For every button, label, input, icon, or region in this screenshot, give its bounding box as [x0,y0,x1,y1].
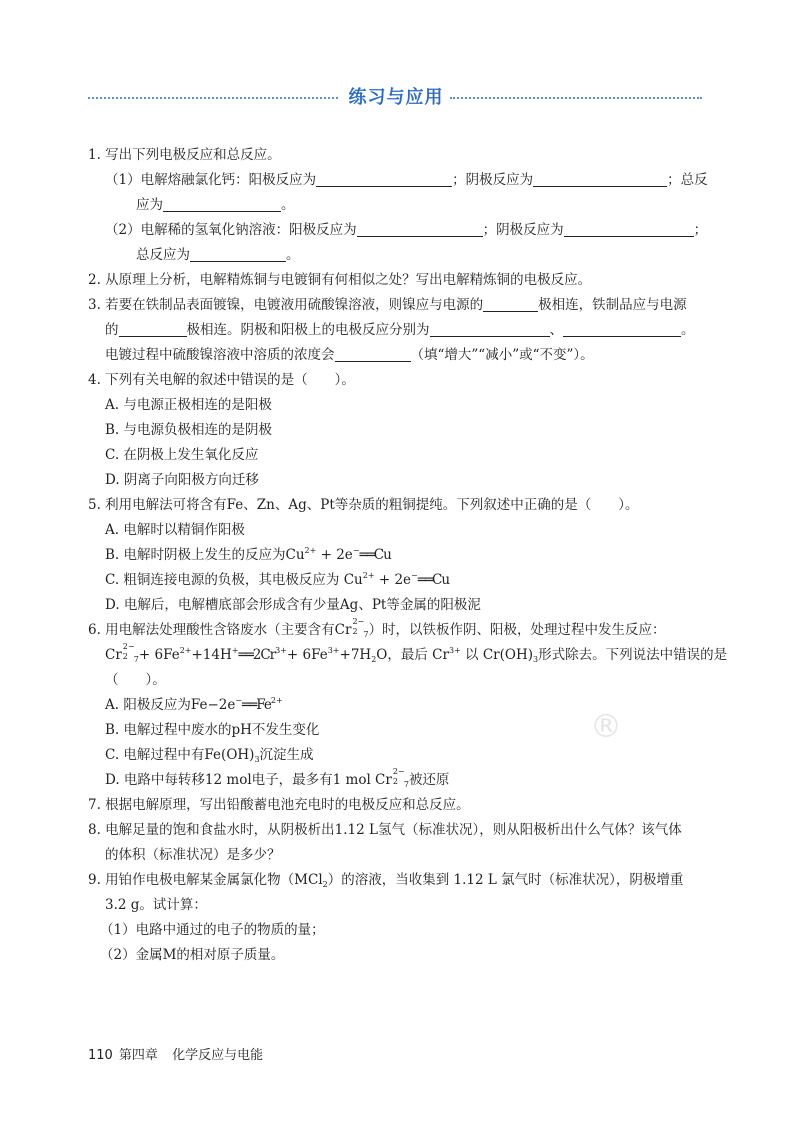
chapter-title: 化学反应与电能 [172,1048,264,1063]
question-9-part-1: （1）电路中通过的电子的物质的量； [100,922,325,938]
exercise-list [88,143,728,968]
question-9-line-1: 9. 用铂作电极电解某金属氯化物（MCl$_2$）的溶液，当收集到 1.12 L 氯气时（标准状况），阴极增重 [88,872,684,889]
question-5-option-a[interactable]: A. 电解时以精铜作阳极 [105,522,245,538]
question-1-part-2-cont: 总反应为 。 [136,247,300,263]
question-3-line-2: 的 极相连。阴极和阳极上的电极反应分别为 、 。 [105,322,695,338]
question-1-part-1: （1）电解熔融氯化钙：阳极反应为 ；阴极反应为 ；总反 [105,172,708,188]
question-6-option-b[interactable]: B. 电解过程中废水的pH不发生变化 [105,722,320,738]
question-4-stem: 4. 下列有关电解的叙述中错误的是（ ）。 [88,372,355,388]
section-header [88,86,702,110]
header-dotted-line-left [88,97,338,99]
registered-watermark: ® [590,707,622,745]
question-1-part-1-cont: 应为 。 [136,197,295,213]
page-number: 110 [88,1048,113,1063]
question-4-option-d[interactable]: D. 阴离子向阳极方向迁移 [105,472,259,488]
question-1-part-2: （2）电解稀的氢氧化钠溶液：阳极反应为 ；阴极反应为 ； [105,222,708,238]
question-2-stem: 2. 从原理上分析，电解精炼铜与电镀铜有何相似之处？写出电解精炼铜的电极反应。 [88,272,592,288]
question-3-line-1: 3. 若要在铁制品表面镀镍，电镀液用硫酸镍溶液，则镍应与电源的 极相连，铁制品应与电源 [88,297,687,313]
section-title: 练习与应用 [348,87,444,108]
answer-blank[interactable] [163,195,281,212]
answer-blank[interactable] [316,170,452,187]
question-9-part-2: （2）金属M的相对原子质量。 [100,947,285,963]
answer-blank[interactable] [190,245,286,262]
page-footer [88,1044,269,1063]
answer-blank[interactable] [483,295,538,312]
question-5-option-c[interactable]: C. 粗铜连接电源的负极，其电极反应为 $Cu^{2+}$ + 2e−══Cu [105,571,450,588]
question-5-stem: 5. 利用电解法可将含有Fe、Zn、Ag、Pt等杂质的粗铜提纯。下列叙述中正确的是（ ）。 [88,497,639,513]
header-dotted-line-right [450,97,702,99]
question-5-option-b[interactable]: B. 电解时阴极上发生的反应为$Cu^{2+}$ + 2e−══Cu [105,546,391,563]
question-6-line-2: Cr 2− 2 $_7+ 6Fe^{2+}+14H^+══2Cr^{3+}+ 6Fe^{3+}+7H_2O$，最后 $Cr^{3+}$ 以 $Cr(OH)_3$形式除去。下列说法中错误的是 [105,642,728,664]
answer-blank[interactable] [533,170,667,187]
answer-blank[interactable] [119,320,187,337]
chapter-label: 第四章 [118,1048,158,1063]
question-6-option-a[interactable]: A. 阳极反应为$Fe-2e^-══Fe^{2+}$ [105,696,283,713]
question-8-line-1: 8. 电解足量的饱和食盐水时，从阴极析出1.12 L氢气（标准状况），则从阳极析出什么气体？该气体 [88,822,682,838]
question-6-line-1: 6. 用电解法处理酸性含铬废水（主要含有Cr 2− 2 $_7$）时，以铁板作阴、阳极，处理过程中发生反应： [88,617,666,639]
answer-blank[interactable] [357,220,483,237]
question-4-option-b[interactable]: B. 与电源负极相连的是阴极 [105,422,273,438]
question-6-option-d[interactable]: D. 电路中每转移12 mol电子，最多有1 mol Cr 2− 2 $_7$被还原 [105,767,450,789]
question-6-option-c[interactable]: C. 电解过程中有$Fe(OH)_3$沉淀生成 [105,747,314,764]
question-9-line-2: 3.2 g。试计算： [105,897,207,913]
question-7-stem: 7. 根据电解原理，写出铅酸蓄电池充电时的电极反应和总反应。 [88,797,470,813]
question-4-option-c[interactable]: C. 在阴极上发生氧化反应 [105,447,259,463]
question-5-option-d[interactable]: D. 电解后，电解槽底部会形成含有少量Ag、Pt等金属的阳极泥 [105,597,481,613]
answer-blank[interactable] [335,345,411,362]
answer-blank[interactable] [430,320,550,337]
question-6-line-3: （ ）。 [105,672,166,688]
question-1-stem: 1. 写出下列电极反应和总反应。 [88,147,281,163]
answer-blank[interactable] [563,320,681,337]
question-3-line-3: 电镀过程中硫酸镍溶液中溶质的浓度会 （填“增大”“减小”或“不变”）。 [105,347,594,363]
question-4-option-a[interactable]: A. 与电源正极相连的是阳极 [105,397,272,413]
answer-blank[interactable] [564,220,694,237]
question-8-line-2: 的体积（标准状况）是多少？ [105,847,281,863]
